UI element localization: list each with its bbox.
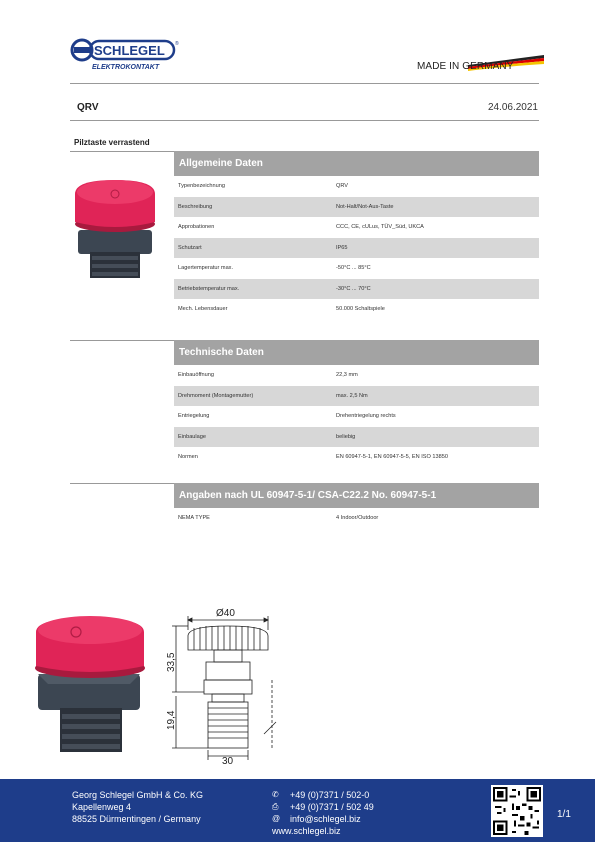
row-value: QRV	[336, 183, 349, 190]
row-value: -30°C ... 70°C	[336, 285, 371, 292]
table-row	[174, 447, 539, 468]
table-row	[174, 279, 539, 300]
street: Kapellenweg 4	[72, 802, 132, 812]
row-key: Drehmoment (Montagemutter)	[178, 392, 254, 399]
svg-text:SCHLEGEL: SCHLEGEL	[94, 43, 165, 58]
row-key: Lagertemperatur max.	[178, 265, 234, 272]
table-row	[174, 299, 539, 320]
fax-icon: ⎙	[272, 802, 279, 811]
qr-code[interactable]	[491, 785, 543, 837]
contact-block	[272, 789, 374, 837]
svg-text:30: 30	[222, 756, 234, 766]
dimension-drawing	[164, 604, 292, 766]
row-key: Einbaulage	[178, 433, 206, 440]
email-link[interactable]: info@schlegel.biz	[290, 814, 361, 824]
at-icon: @	[272, 814, 281, 823]
phone-icon: ✆	[272, 790, 279, 799]
section-title: Allgemeine Daten	[174, 151, 539, 176]
footer	[0, 779, 595, 842]
section-technical-data	[174, 340, 539, 468]
row-key: Einbauöffnung	[178, 372, 214, 379]
document-id: QRV	[77, 102, 99, 113]
svg-text:ELEKTROKONTAKT: ELEKTROKONTAKT	[92, 64, 160, 71]
svg-text:19,4: 19,4	[166, 710, 177, 730]
row-value: Drehentriegelung rechts	[336, 413, 396, 420]
table-row	[174, 508, 539, 529]
fax-number: +49 (0)7371 / 502 49	[290, 802, 374, 812]
website-link[interactable]: www.schlegel.biz	[272, 826, 341, 836]
row-value: 50.000 Schaltspiele	[336, 306, 385, 313]
section-title: Angaben nach UL 60947-5-1/ CSA-C22.2 No. 60947-5-1	[174, 483, 539, 508]
section-title: Technische Daten	[174, 340, 539, 365]
row-key: Beschreibung	[178, 203, 213, 210]
product-photo-large	[30, 612, 150, 758]
document-date: 24.06.2021	[487, 102, 538, 113]
svg-text:33,5: 33,5	[166, 652, 177, 672]
row-key: Entriegelung	[178, 413, 210, 420]
row-value: -50°C ... 85°C	[336, 265, 371, 272]
table-row	[174, 258, 539, 279]
row-key: Approbationen	[178, 224, 215, 231]
product-title: Pilztaste verrastend	[74, 138, 150, 147]
table-row	[174, 217, 539, 238]
svg-text:Ø40: Ø40	[216, 608, 235, 619]
section-rule-3	[70, 483, 174, 484]
row-value: EN 60947-5-1, EN 60947-5-5, EN ISO 13850	[336, 454, 448, 461]
table-row	[174, 406, 539, 427]
title-divider	[70, 120, 539, 121]
row-value: max. 2,5 Nm	[336, 392, 368, 399]
table-row	[174, 427, 539, 448]
row-value: CCC, CE, cULus, TÜV_Süd, UKCA	[336, 224, 424, 231]
section-rule-1	[70, 151, 174, 152]
row-value: 22,3 mm	[336, 372, 358, 379]
table-row	[174, 386, 539, 407]
company-name: Georg Schlegel GmbH & Co. KG	[72, 790, 204, 800]
row-key: Mech. Lebensdauer	[178, 306, 228, 313]
row-value: beliebig	[336, 433, 356, 440]
section-rule-2	[70, 340, 174, 341]
row-value: IP65	[336, 244, 348, 251]
row-key: NEMA TYPE	[178, 515, 210, 522]
company-address	[72, 789, 203, 825]
made-in-germany-label: MADE IN GERMANY	[417, 61, 514, 72]
row-value: Not-Halt/Not-Aus-Taste	[336, 203, 394, 210]
svg-text:®: ®	[175, 41, 179, 47]
schlegel-logo	[70, 38, 182, 72]
row-value: 4 Indoor/Outdoor	[336, 515, 379, 522]
table-row	[174, 197, 539, 218]
row-key: Betriebstemperatur max.	[178, 285, 240, 292]
table-row	[174, 238, 539, 259]
product-photo	[70, 174, 160, 286]
section-general-data	[174, 151, 539, 320]
row-key: Typenbezeichnung	[178, 183, 225, 190]
row-key: Normen	[178, 454, 198, 461]
row-key: Schutzart	[178, 244, 202, 251]
phone-number[interactable]: +49 (0)7371 / 502-0	[290, 790, 370, 800]
table-row	[174, 176, 539, 197]
table-row	[174, 365, 539, 386]
section-ul-data	[174, 483, 539, 529]
header-divider	[70, 83, 539, 84]
page-number: 1/1	[557, 809, 571, 820]
city: 88525 Dürmentingen / Germany	[72, 814, 201, 824]
